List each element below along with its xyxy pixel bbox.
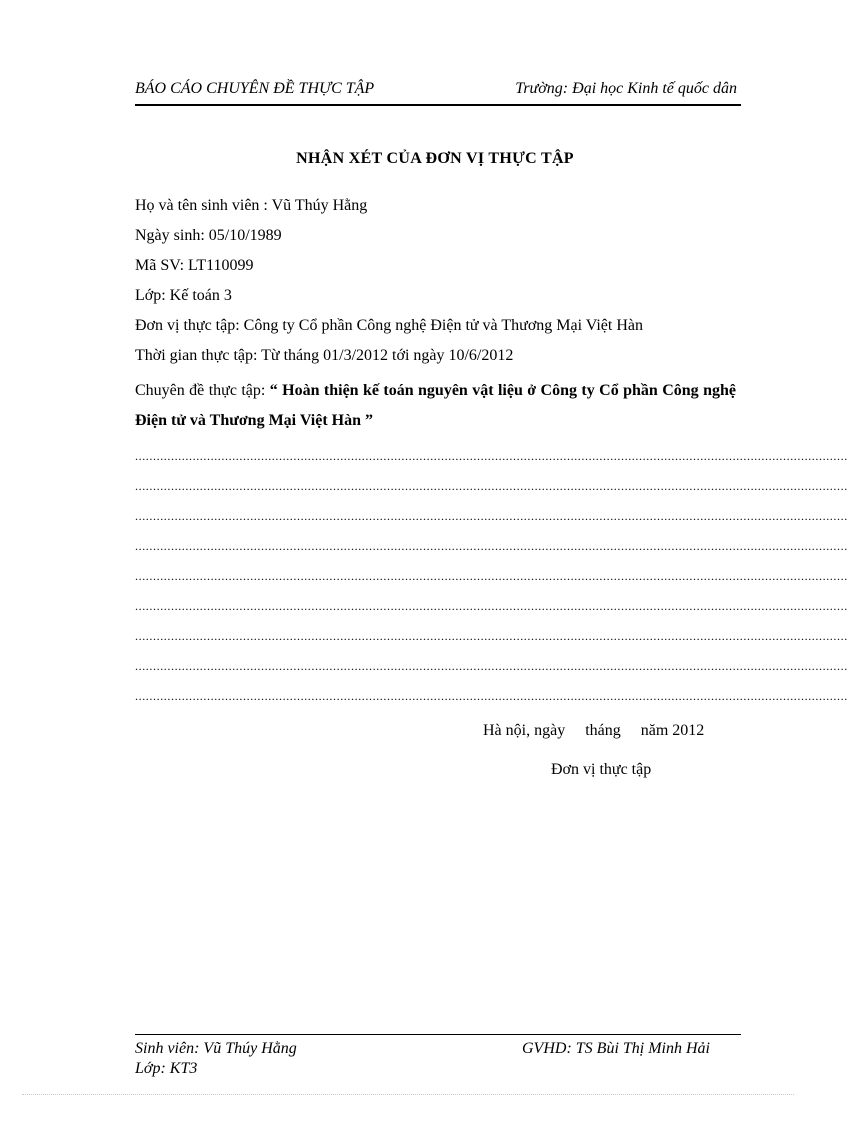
date-of-birth: Ngày sinh: 05/10/1989: [135, 227, 282, 244]
internship-unit: Đơn vị thực tập: Công ty Cổ phần Công nghệ Điện tử và Thương Mại Việt Hàn: [135, 317, 643, 334]
internship-topic: [135, 376, 736, 436]
dotted-line: ......................................................................................................................................................................................................: [135, 569, 848, 583]
university-header: Trường: Đại học Kinh tế quốc dân: [515, 80, 737, 97]
dotted-line: ......................................................................................................................................................................................................: [135, 449, 848, 463]
dotted-line: ......................................................................................................................................................................................................: [135, 689, 848, 703]
topic-label: Chuyên đề thực tập:: [135, 382, 270, 399]
dotted-line: ......................................................................................................................................................................................................: [135, 509, 848, 523]
internship-period: Thời gian thực tập: Từ tháng 01/3/2012 tới ngày 10/6/2012: [135, 347, 514, 364]
footer-advisor: GVHD: TS Bùi Thị Minh Hải: [522, 1040, 710, 1057]
report-title-header: BÁO CÁO CHUYÊN ĐỀ THỰC TẬP: [135, 80, 375, 97]
page-bottom-border: [22, 1094, 794, 1095]
topic-title: “ Hoàn thiện kế toán nguyên vật liệu ở Công ty Cổ phần Công nghệ Điện tử và Thương Mại Việt Hàn ”: [135, 382, 736, 429]
class-name: Lớp: Kế toán 3: [135, 287, 232, 304]
page-header: [135, 78, 741, 106]
dotted-line: ......................................................................................................................................................................................................: [135, 479, 848, 493]
dotted-line: ......................................................................................................................................................................................................: [135, 659, 848, 673]
footer-divider: [135, 1034, 741, 1035]
signature-unit-label: Đơn vị thực tập: [551, 761, 652, 778]
footer-student: Sinh viên: Vũ Thúy Hằng: [135, 1040, 297, 1057]
signature-date: Hà nội, ngày tháng năm 2012: [483, 722, 705, 739]
student-name: Họ và tên sinh viên : Vũ Thúy Hằng: [135, 197, 368, 214]
student-id: Mã SV: LT110099: [135, 257, 254, 274]
footer-class: Lớp: KT3: [135, 1060, 198, 1077]
page-title: NHẬN XÉT CỦA ĐƠN VỊ THỰC TẬP: [296, 150, 574, 167]
dotted-line: ......................................................................................................................................................................................................: [135, 599, 848, 613]
dotted-line: ......................................................................................................................................................................................................: [135, 539, 848, 553]
dotted-line: ......................................................................................................................................................................................................: [135, 629, 848, 643]
